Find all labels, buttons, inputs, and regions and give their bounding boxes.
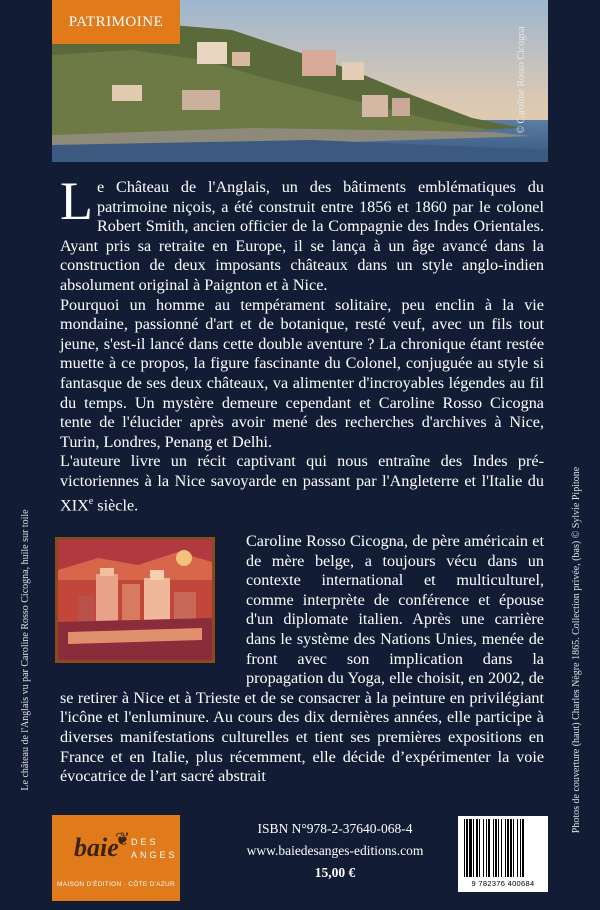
photo-credits-caption: Photos de couverture (haut) Charles Nègre 1865. Collection privée, (bas) © Sylvie Pipitone [571, 466, 582, 834]
barcode [458, 816, 548, 892]
price: 15,00 € [314, 865, 356, 880]
website: www.baiedesanges-editions.com [246, 843, 424, 858]
synopsis-paragraph-2: Pourquoi un homme au tempérament solitaire, peu enclin à la vie mondaine, passionné d'art et de botanique, resté veuf, avec un fils tout jeune, s'est-il lancé dans cette double aventure ? La chronique étant restée muette à ce propos, la figure fascinante du Colonel, conjuguée au style si fantasque de ses deux châteaux, va alimenter d'incroyables légendes au fil du temps. Un mystère demeure cependant et Caroline Rosso Cicogna tente de l'élucider après avoir mené des recherches d'archives à Nice, Turin, Londres, Penang et Delhi. [60, 295, 544, 451]
author-bio-text: Caroline Rosso Cicogna, de père américain et de mère belge, a toujours vécu dans un contexte international et multiculturel, comme interprète de conférence et épouse d'un diplomate italien. Après une carrière dans le système des Nations Unies, menée de front avec son implication dans la propagation du Yoga, elle choisit, en 2002, de se retirer à Nice et à Trieste et de se consacrer à la peinture en privilégiant l'icône et l'enluminure. Au cours des dix dernières années, elle participe à diverses manifestations culturelles et tient ses premières expositions en France et en Italie, plus récemment, elle décide d’expérimenter la voie évocatrice de l’art sacré abstrait [60, 532, 544, 786]
publisher-anges: ANGES [131, 850, 178, 860]
barcode-digits: 9 782376 400684 [471, 879, 535, 888]
synopsis-paragraph-3-end: siècle. [93, 495, 139, 514]
category-badge [52, 0, 180, 44]
painting-caption: Le château de l'Anglais vu par Caroline Rosso Cicogna, huile sur toile [20, 509, 31, 791]
synopsis-paragraph-3 [60, 452, 544, 515]
photo-credit: © Caroline Rosso Cicogna [516, 26, 527, 134]
publisher-logo [52, 815, 180, 901]
publisher-name: baie [74, 833, 119, 862]
publisher-tagline: MAISON D'ÉDITION · CÔTE D'AZUR [56, 881, 175, 888]
publisher-des: DES [131, 837, 159, 847]
category-label: PATRIMOINE [68, 13, 164, 30]
century-superscript: e [88, 495, 94, 507]
synopsis [60, 171, 544, 515]
isbn-block [210, 818, 460, 884]
barcode-bars [462, 819, 544, 877]
isbn: ISBN N°978-2-37640-068-4 [257, 821, 413, 836]
drop-cap: L [60, 171, 93, 231]
feather-icon: ❦ [115, 829, 131, 849]
painting-image [55, 537, 215, 663]
synopsis-paragraph-1: e Château de l'Anglais, un des bâtiments emblématiques du patrimoine niçois, a été construit entre 1856 et 1860 par le colonel Robert Smith, ancien officier de la Compagnie des Indes Orientales. Ayant pris sa retraite en Europe, il se lança à un âge avancé dans la construction de deux imposants châteaux dans un style anglo-indien absolument original à Paignton et à Nice. [60, 178, 544, 294]
synopsis-paragraph-3-text: L'auteure livre un récit captivant qui nous entraîne des Indes pré-victoriennes à la Nice savoyarde en passant par l'Angleterre et l'Italie du XIX [60, 452, 544, 514]
